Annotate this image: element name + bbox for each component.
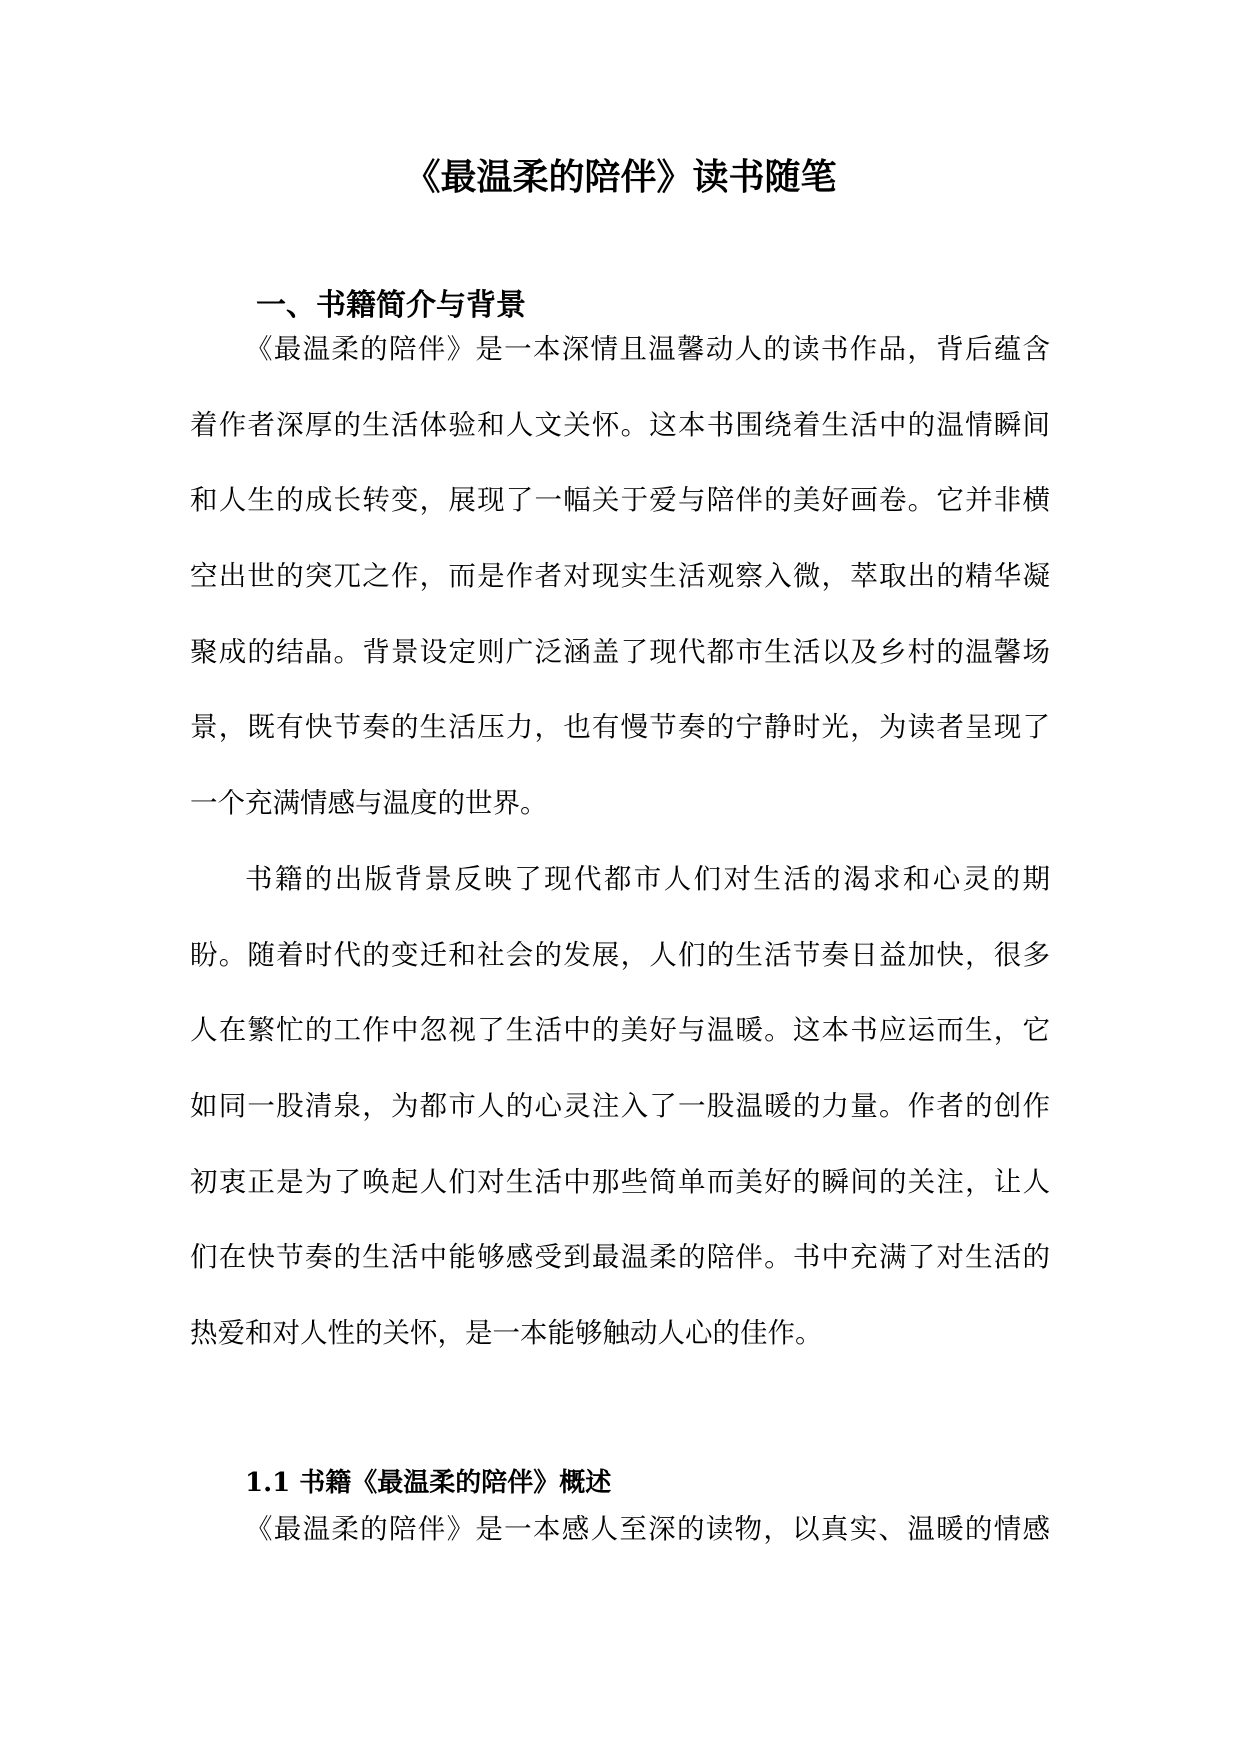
paragraph-line: 一个充满情感与温度的世界。 <box>190 787 548 819</box>
paragraph-line: 如同一股清泉，为都市人的心灵注入了一股温暖的力量。作者的创作 <box>190 1090 1050 1122</box>
paragraph-line: 盼。随着时代的变迁和社会的发展，人们的生活节奏日益加快，很多 <box>190 939 1050 971</box>
paragraph-line: 和人生的成长转变，展现了一幅关于爱与陪伴的美好画卷。它并非横 <box>190 484 1050 516</box>
paragraph-line: 人在繁忙的工作中忽视了生活中的美好与温暖。这本书应运而生，它 <box>190 1014 1050 1046</box>
section-heading-1: 一、书籍简介与背景 <box>256 288 526 323</box>
section-heading-1-1: 1.1 书籍《最温柔的陪伴》概述 <box>245 1468 612 1498</box>
paragraph-line: 初衷正是为了唤起人们对生活中那些简单而美好的瞬间的关注，让人 <box>190 1166 1050 1198</box>
paragraph-line: 聚成的结晶。背景设定则广泛涵盖了现代都市生活以及乡村的温馨场 <box>190 636 1050 668</box>
document-title: 《最温柔的陪伴》读书随笔 <box>404 156 837 198</box>
paragraph-line: 书籍的出版背景反映了现代都市人们对生活的渴求和心灵的期 <box>245 863 1050 895</box>
paragraph-line: 热爱和对人性的关怀，是一本能够触动人心的佳作。 <box>190 1317 823 1349</box>
paragraph-line: 着作者深厚的生活体验和人文关怀。这本书围绕着生活中的温情瞬间 <box>190 409 1050 441</box>
paragraph-line: 们在快节奏的生活中能够感受到最温柔的陪伴。书中充满了对生活的 <box>190 1241 1050 1273</box>
paragraph-line: 《最温柔的陪伴》是一本感人至深的读物，以真实、温暖的情感 <box>245 1513 1050 1545</box>
paragraph-line: 《最温柔的陪伴》是一本深情且温馨动人的读书作品，背后蕴含 <box>245 333 1050 365</box>
paragraph-line: 景，既有快节奏的生活压力，也有慢节奏的宁静时光，为读者呈现了 <box>190 711 1050 743</box>
paragraph-line: 空出世的突兀之作，而是作者对现实生活观察入微，萃取出的精华凝 <box>190 560 1050 592</box>
